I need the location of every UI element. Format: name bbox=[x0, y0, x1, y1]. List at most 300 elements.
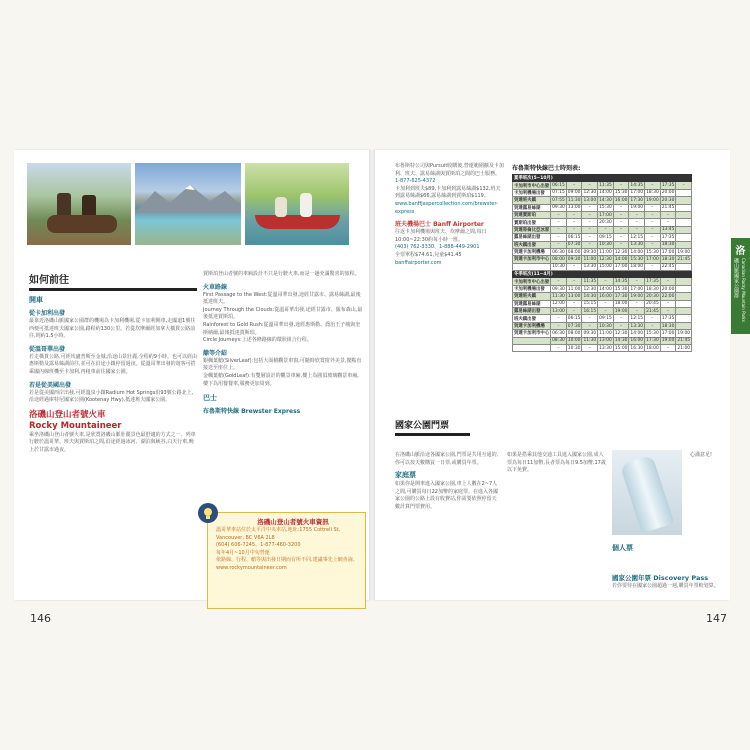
timetable-cell bbox=[676, 197, 692, 204]
timetable-cell: – bbox=[582, 344, 598, 351]
timetable-table bbox=[512, 174, 692, 352]
timetable-cell: 14:00 bbox=[599, 190, 612, 196]
timetable-row bbox=[513, 189, 692, 196]
timetable-cell bbox=[676, 234, 692, 241]
timetable-row-label bbox=[513, 263, 551, 270]
timetable-cell: 13:45 bbox=[661, 227, 675, 233]
timetable-cell: – bbox=[645, 263, 661, 270]
left-column-2 bbox=[203, 271, 363, 416]
timetable-cell: 20:30 bbox=[646, 293, 659, 299]
timetable-cell: 12:30 bbox=[583, 286, 597, 292]
timetable-cell: – bbox=[645, 182, 661, 189]
timetable-cell: – bbox=[645, 219, 661, 226]
timetable-cell: – bbox=[566, 182, 582, 189]
timetable-cell: – bbox=[645, 204, 661, 211]
timetable-cell: 17:00 bbox=[614, 264, 628, 270]
timetable-cell: – bbox=[566, 300, 582, 307]
timetable-cell: 13:30 bbox=[630, 323, 644, 329]
timetable-cell: – bbox=[551, 234, 567, 241]
timetable-cell: – bbox=[676, 182, 692, 189]
timetable-cell: – bbox=[598, 300, 614, 307]
route-1: First Passage to the West:從溫哥華出發,途經甘露市、露易絲湖,最後抵達班夫。 bbox=[203, 291, 361, 306]
photo-glacier-water-bottle bbox=[612, 450, 682, 535]
timetable-row-label: 到達班夫鎮 bbox=[513, 293, 551, 300]
item-from-usa: 若是從美國出發 bbox=[29, 381, 72, 389]
timetable-cell: 08:00 bbox=[567, 249, 581, 255]
timetable-cell: 11:35 bbox=[599, 183, 612, 189]
train-intro: 賈斯珀登山者號的車廂設計不只是行駛火車,而是一趟充滿驚喜的旅程。 bbox=[203, 271, 360, 277]
timetable-cell: – bbox=[629, 278, 645, 285]
timetable-cell: 12:00 bbox=[552, 301, 565, 307]
timetable-cell: – bbox=[566, 263, 582, 270]
timetable-row-label: 到達露易絲湖 bbox=[513, 300, 551, 307]
photo-caption: 心滿意足! bbox=[690, 452, 713, 458]
timetable-cell: 15:30 bbox=[630, 256, 644, 262]
family-pass-label: 家庭票 bbox=[395, 471, 416, 480]
timetable-row bbox=[513, 197, 692, 204]
timetable-row bbox=[513, 308, 692, 315]
timetable-cell: – bbox=[566, 278, 582, 285]
timetable-cell: 21:45 bbox=[677, 256, 691, 262]
brewster-intro: 布魯斯特公司與Pursuit收購後,營運範圍擴及卡加利、班夫、露易絲湖與賈斯珀之間的巴士服務。 bbox=[395, 163, 504, 177]
left-column-1 bbox=[29, 271, 197, 455]
book-spine bbox=[369, 150, 375, 600]
parks-section bbox=[395, 418, 725, 440]
timetable-cell: 16:00 bbox=[614, 197, 628, 203]
item-brewster-express: 布魯斯特快線 Brewster Express bbox=[203, 408, 301, 416]
parks-column-3 bbox=[612, 540, 724, 591]
timetable-cell: – bbox=[566, 308, 582, 315]
timetable-cell: – bbox=[660, 344, 676, 351]
timetable-row bbox=[513, 263, 692, 270]
timetable-cell: – bbox=[613, 241, 629, 248]
timetable-cell: – bbox=[551, 219, 567, 226]
timetable-cell: – bbox=[582, 182, 598, 189]
timetable-cell: 19:00 bbox=[661, 338, 675, 344]
timetable-cell: 17:35 bbox=[661, 234, 675, 240]
item-from-vancouver: 從溫哥華出發 bbox=[29, 345, 66, 353]
text-train: 乘坐洛磯山登山者號火車,是欣賞洛磯山脈壯麗景色最舒適的方式之一。列車行駛於溫哥華、班夫與賈斯珀之間,沿途經過冰河、湖泊與峽谷,白天行車,晚上於甘露市過夜。 bbox=[29, 431, 196, 453]
timetable-cell: 11:00 bbox=[583, 256, 597, 262]
timetable-cell: 21:45 bbox=[661, 205, 675, 211]
timetable-row-label: 賈斯珀出發 bbox=[513, 219, 551, 226]
timetable-cell: 15:00 bbox=[599, 264, 612, 270]
timetable-cell: 11:30 bbox=[552, 293, 565, 299]
timetable-cell: 13:00 bbox=[567, 205, 581, 211]
timetable-cell: 17:30 bbox=[614, 293, 628, 299]
timetable-cell: – bbox=[613, 315, 629, 322]
timetable-cell bbox=[676, 241, 692, 248]
timetable-cell: 07:30 bbox=[567, 242, 581, 248]
timetable-cell: 09:30 bbox=[567, 256, 581, 262]
timetable-cell: 18:30 bbox=[646, 190, 659, 196]
timetable-cell: 11:35 bbox=[583, 279, 597, 285]
info-phone: (604) 606-7245、1-877-460-3200 bbox=[216, 542, 301, 549]
timetable-cell: 11:00 bbox=[567, 286, 581, 292]
timetable-cell: 19:00 bbox=[630, 293, 644, 299]
timetable-cell: 11:30 bbox=[567, 197, 581, 203]
timetable-cell: 07:30 bbox=[567, 323, 581, 329]
timetable-cell: 17:30 bbox=[646, 338, 659, 344]
timetable-title: 布魯斯特快線巴士時刻表: bbox=[512, 165, 581, 172]
parks-heading-rule bbox=[395, 433, 470, 436]
timetable-cell: – bbox=[613, 219, 629, 226]
timetable-cell: – bbox=[582, 219, 598, 226]
timetable-row bbox=[513, 330, 692, 337]
timetable-row bbox=[513, 300, 692, 307]
discovery-pass-label: 國家公園年票 Discovery Pass bbox=[612, 574, 709, 582]
timetable-cell: 12:30 bbox=[599, 256, 612, 262]
info-address: 溫哥華車站位於太平洋中央車站,地址:1755 Cottrell St, Vancouver, BC V6A 2L8 bbox=[216, 527, 341, 541]
timetable-cell: 17:35 bbox=[646, 279, 659, 285]
timetable-row-label: 到達露易絲湖 bbox=[513, 204, 551, 211]
timetable-cell: – bbox=[551, 278, 567, 285]
timetable-cell: 12:30 bbox=[614, 330, 628, 336]
timetable-cell: 10:30 bbox=[552, 264, 565, 270]
right-column-1 bbox=[395, 163, 505, 267]
timetable-section-header bbox=[513, 271, 692, 278]
item-from-calgary: 從卡加利出發 bbox=[29, 310, 66, 317]
timetable-cell: 17:30 bbox=[630, 197, 644, 203]
timetable-row bbox=[513, 344, 692, 351]
timetable-cell: 14:30 bbox=[583, 293, 597, 299]
timetable-cell: 18:30 bbox=[646, 286, 659, 292]
timetable-cell: – bbox=[551, 241, 567, 248]
timetable-cell bbox=[676, 300, 692, 307]
timetable-cell: – bbox=[566, 219, 582, 226]
timetable-cell: 15:30 bbox=[646, 249, 659, 255]
airporter-web[interactable]: banffairporter.com bbox=[395, 259, 442, 266]
subhead-driving: 開車 bbox=[29, 296, 43, 304]
timetable-cell: 18:30 bbox=[661, 323, 675, 329]
timetable-cell: – bbox=[629, 226, 645, 233]
timetable-row bbox=[513, 315, 692, 322]
timetable-cell: 15:30 bbox=[614, 286, 628, 292]
route-4: Circle Journeys:上述各條路線的環狀組合行程。 bbox=[203, 337, 312, 344]
timetable-cell: 18:30 bbox=[661, 242, 675, 248]
timetable-row-label: 到達哥倫比亞冰原 bbox=[514, 227, 550, 233]
timetable-row bbox=[513, 219, 692, 226]
timetable-row-label: 露易絲湖出發 bbox=[513, 308, 551, 315]
bulb-icon bbox=[198, 503, 218, 523]
timetable-cell: 13:00 bbox=[599, 338, 612, 344]
timetable-cell: 09:30 bbox=[583, 249, 597, 255]
timetable-cell: 14:30 bbox=[599, 197, 612, 203]
timetable-cell: – bbox=[613, 211, 629, 218]
timetable-cell: 20:00 bbox=[661, 286, 675, 292]
timetable-cell: 15:15 bbox=[583, 301, 597, 307]
timetable-cell: 17:00 bbox=[661, 249, 675, 255]
timetable-cell: 13:30 bbox=[630, 242, 644, 248]
timetable-cell: 14:35 bbox=[614, 279, 628, 285]
parks-column-2 bbox=[507, 452, 607, 475]
timetable-cell bbox=[676, 285, 692, 292]
timetable-cell: – bbox=[582, 241, 598, 248]
timetable-cell: 19:00 bbox=[630, 205, 644, 211]
route-2: Journey Through the Clouds:從溫哥華出發,途經甘露市、羅布森山,最後抵達賈斯珀。 bbox=[203, 306, 363, 321]
timetable-row-label: 到達卡加利機場 bbox=[513, 322, 551, 329]
heading-rule bbox=[29, 288, 197, 291]
timetable-cell bbox=[676, 204, 692, 211]
timetable-cell: 10:00 bbox=[567, 338, 581, 344]
timetable-cell: 16:00 bbox=[599, 293, 612, 299]
timetable-cell: 17:00 bbox=[599, 212, 612, 218]
info-price: 依路線、行程、艙等與出發日期而有所不同,建議事先上網查詢。 bbox=[216, 557, 358, 564]
side-tab-title: 磯山脈國家公園群 bbox=[733, 258, 739, 298]
timetable-cell: 15:30 bbox=[614, 190, 628, 196]
timetable-cell: 17:00 bbox=[630, 190, 644, 196]
timetable-cell: – bbox=[551, 226, 567, 233]
timetable-cell: 18:00 bbox=[630, 264, 644, 270]
timetable-cell bbox=[676, 226, 692, 233]
timetable-cell: – bbox=[582, 204, 598, 211]
timetable-row bbox=[513, 226, 692, 233]
photo-mountain-river bbox=[135, 163, 241, 245]
timetable-row-label: 班夫鎮出發 bbox=[513, 315, 551, 322]
timetable-cell bbox=[676, 211, 692, 218]
timetable-cell: 09:30 bbox=[552, 286, 565, 292]
timetable-cell: – bbox=[645, 322, 661, 329]
timetable-row-label: 露易絲湖出發 bbox=[513, 234, 551, 241]
info-web[interactable]: www.rockymountaineer.com bbox=[216, 564, 287, 571]
timetable-cell: 21:45 bbox=[677, 338, 691, 344]
timetable-cell: 18:00 bbox=[614, 301, 628, 307]
timetable-cell bbox=[676, 322, 692, 329]
timetable-cell: 13:30 bbox=[599, 345, 612, 351]
timetable-row bbox=[513, 278, 692, 285]
timetable-cell: 08:00 bbox=[552, 256, 565, 262]
timetable-cell: 14:00 bbox=[630, 330, 644, 336]
timetable-cell: 08:30 bbox=[552, 338, 565, 344]
timetable-cell: 10:30 bbox=[567, 345, 581, 351]
timetable-row-label bbox=[513, 337, 551, 344]
timetable-cell: 19:00 bbox=[646, 197, 659, 203]
family-pass-text: 如果你是開車進入國家公園,車上人數在2~7人之間,可購買每日22加幣的家庭票。在進入各國家公園的公路上設有收費站,你需要依照停留天數計算門票費用。 bbox=[395, 481, 498, 510]
timetable-cell: 11:00 bbox=[599, 330, 612, 336]
timetable-cell: – bbox=[645, 226, 661, 233]
timetable-cell: 06:30 bbox=[552, 249, 565, 255]
timetable-cell: 15:00 bbox=[614, 345, 628, 351]
timetable-cell: 16:15 bbox=[583, 308, 597, 314]
timetable-cell: 06:30 bbox=[552, 330, 565, 336]
timetable-row bbox=[513, 204, 692, 211]
timetable-cell: 06:15 bbox=[567, 234, 581, 240]
timetable-cell: 13:00 bbox=[567, 293, 581, 299]
timetable-cell: – bbox=[566, 211, 582, 218]
timetable-cell: 17:35 bbox=[661, 316, 675, 322]
timetable-row-label bbox=[513, 344, 551, 351]
timetable-cell bbox=[676, 293, 692, 300]
timetable-cell: 20:30 bbox=[599, 220, 612, 226]
timetable-cell: 12:30 bbox=[583, 190, 597, 196]
timetable-cell: – bbox=[629, 211, 645, 218]
section-heading-parks: 國家公園門票 bbox=[395, 421, 450, 431]
timetable-cell: 16:00 bbox=[630, 338, 644, 344]
timetable-row-label: 卡加利機場出發 bbox=[513, 189, 551, 196]
timetable-row-label: 卡加利機場出發 bbox=[513, 285, 551, 292]
timetable-cell: – bbox=[645, 234, 661, 241]
timetable-cell bbox=[676, 308, 692, 315]
timetable-cell: 19:00 bbox=[614, 308, 628, 314]
timetable-cell: 15:30 bbox=[646, 330, 659, 336]
timetable-cell: 08:00 bbox=[567, 330, 581, 336]
timetable-row bbox=[513, 256, 692, 263]
timetable-cell: – bbox=[566, 226, 582, 233]
timetable-cell: 12:15 bbox=[630, 234, 644, 240]
timetable-cell: 06:15 bbox=[567, 316, 581, 322]
timetable-cell: 14:00 bbox=[614, 256, 628, 262]
timetable-row bbox=[513, 234, 692, 241]
timetable-row bbox=[513, 182, 692, 189]
chapter-side-tab[interactable] bbox=[731, 238, 750, 334]
item-banff-airporter: 班夫機場巴士 Banff Airporter bbox=[395, 221, 484, 229]
timetable-cell: – bbox=[613, 182, 629, 189]
timetable-cell: – bbox=[613, 234, 629, 241]
cabin-goldleaf: 金楓葉艙(GoldLeaf):有雙層設計的觀景車廂,樓上為圓頂玻璃觀景車廂,樓下為用餐餐車,服務更加周到。 bbox=[203, 372, 359, 387]
timetable-cell: 13:30 bbox=[583, 264, 597, 270]
timetable-row-label: 班夫鎮出發 bbox=[513, 241, 551, 248]
cabin-silverleaf: 銀楓葉艙(SilverLeaf):包括大面積觀景車窗,可隨時欣賞窗外美景,餐點直接送至座位上。 bbox=[203, 357, 362, 372]
brewster-fares: 卡加利到班夫$89,卡加利到露易絲湖$132,班夫到露易絲湖$66,露易絲湖到賈斯珀$119。 bbox=[395, 185, 501, 200]
timetable-row-label: 到達卡加利市中心 bbox=[514, 257, 550, 263]
timetable-cell: – bbox=[551, 211, 567, 218]
timetable-cell: 13:00 bbox=[552, 308, 565, 314]
timetable-row-label: 到達班夫鎮 bbox=[513, 197, 551, 204]
side-tab-char: 洛 bbox=[735, 246, 746, 257]
timetable-cell: 09:15 bbox=[599, 316, 612, 322]
timetable-cell bbox=[676, 315, 692, 322]
parks-column-1 bbox=[395, 452, 500, 512]
timetable-cell: 13:00 bbox=[583, 197, 597, 203]
routes-label: 火車路線 bbox=[203, 283, 228, 291]
timetable-row bbox=[513, 337, 692, 344]
timetable-cell: 17:35 bbox=[661, 183, 675, 189]
parks-intro: 在洛磯山脈沿途各國家公園,門票是共用互通的,你可以按天數購買一日票,或購買年票。 bbox=[395, 452, 499, 466]
discovery-pass-text: 若你要待在國家公園超過一週,購買年票較划算。 bbox=[612, 583, 719, 589]
timetable-cell: 09:30 bbox=[552, 205, 565, 211]
timetable-cell: – bbox=[629, 219, 645, 226]
timetable-cell: 22:45 bbox=[661, 264, 675, 270]
timetable-cell: 11:00 bbox=[599, 249, 612, 255]
timetable-cell: 14:00 bbox=[630, 249, 644, 255]
timetable-cell: – bbox=[645, 211, 661, 218]
cabins-label: 艙等介紹 bbox=[203, 349, 228, 357]
timetable-cell: – bbox=[613, 226, 629, 233]
timetable-cell: 11:30 bbox=[583, 338, 597, 344]
side-tab-english: Canadian Rocky Mountain Parks bbox=[741, 258, 746, 322]
timetable-cell: 09:15 bbox=[599, 234, 612, 240]
timetable-cell: – bbox=[645, 241, 661, 248]
timetable-cell: 18:00 bbox=[646, 345, 659, 351]
timetable-cell: 16:30 bbox=[630, 345, 644, 351]
timetable-cell: – bbox=[598, 278, 614, 285]
timetable-cell: – bbox=[613, 204, 629, 211]
timetable-cell: 22:00 bbox=[661, 293, 675, 299]
parks-fee-text: 如果是搭乘其他交通工具進入國家公園,成人票為每日11加幣,長者票為每日9.5加幣,17歲以下免費。 bbox=[507, 452, 606, 474]
route-3: Rainforest to Gold Rush:從溫哥華出發,途經惠斯勒、喬治王子城與奎斯納爾,最後抵達賈斯珀。 bbox=[203, 321, 361, 336]
timetable-cell: 20:30 bbox=[661, 197, 675, 203]
timetable-cell: – bbox=[598, 226, 614, 233]
timetable-cell: – bbox=[660, 308, 676, 315]
timetable-cell: 14:00 bbox=[599, 286, 612, 292]
timetable-row-label: 到達卡加利機場 bbox=[513, 248, 551, 255]
text-from-calgary: 最靠近洛磯山脈國家公園群的機場為卡加利機場,從卡加利開車,走國道1號往西便可抵達班夫國家公園,路程約130公里。若從坎摩爾經加拿大橫貫公路前往,則約1.5小時。 bbox=[29, 318, 196, 340]
timetable-row bbox=[513, 248, 692, 255]
timetable-cell: 17:00 bbox=[661, 330, 675, 336]
timetable-cell: – bbox=[660, 219, 676, 226]
timetable-cell: – bbox=[582, 315, 598, 322]
timetable-cell: 21:00 bbox=[677, 345, 691, 351]
timetable-cell: – bbox=[582, 226, 598, 233]
timetable-cell bbox=[676, 219, 692, 226]
timetable-cell: – bbox=[629, 308, 645, 315]
timetable-cell: – bbox=[660, 211, 676, 218]
timetable-cell: 20:00 bbox=[661, 190, 675, 196]
individual-pass-label: 個人票 bbox=[612, 544, 633, 552]
season-label: 冬季班次(11~4月) bbox=[513, 271, 692, 278]
timetable-section-header bbox=[513, 175, 692, 182]
timetable-cell: – bbox=[613, 322, 629, 329]
text-from-usa: 若是從美國西岸出發,可經溫泉小鎮Radium Hot Springs沿93號公路北上,沿途經過庫特尼國家公園(Kootenay Hwy),抵達班夫國家公園。 bbox=[29, 389, 194, 404]
section-heading-getting-there: 如何前往 bbox=[29, 275, 69, 286]
photo-canoe-lake bbox=[245, 163, 349, 245]
timetable-cell: 07:15 bbox=[552, 190, 565, 196]
brewster-phone: 1-877-625-4372 bbox=[395, 178, 436, 185]
airporter-text: 往返卡加利機場與班夫、坎摩爾之間,每日10:00~22:30約每小時一班。 bbox=[395, 229, 487, 243]
timetable-row bbox=[513, 285, 692, 292]
timetable-cell: 09:30 bbox=[583, 330, 597, 336]
timetable-row bbox=[513, 322, 692, 329]
timetable-cell: – bbox=[629, 300, 645, 307]
timetable-cell: 07:55 bbox=[552, 197, 565, 203]
timetable-cell: 18:30 bbox=[661, 256, 675, 262]
timetable-row-label: 卡加利市中心出發 bbox=[514, 183, 550, 189]
timetable-row-label: 卡加利市中心出發 bbox=[514, 279, 550, 285]
text-from-vancouver: 若走橫貫公路,可經坎盧普斯至金城,沿途山景壯麗,全程約9小時。也可以經由惠斯勒及露易絲湖前往,並可在沿途小鎮停留過夜。從溫哥華出發的遊客可搭乘國內線班機至卡加利,再租車前往國家公園。 bbox=[29, 353, 197, 375]
timetable-cell: – bbox=[582, 234, 598, 241]
timetable-row-label: 到達賈斯珀 bbox=[513, 211, 551, 218]
timetable-cell: 19:00 bbox=[677, 330, 691, 336]
timetable-cell bbox=[676, 263, 692, 270]
subhead-bus: 巴士 bbox=[203, 394, 217, 403]
timetable-cell: – bbox=[551, 315, 567, 322]
timetable-cell: – bbox=[645, 315, 661, 322]
timetable-cell: – bbox=[582, 211, 598, 218]
brewster-web[interactable]: www.banffjaspercollection.com/brewster-express bbox=[395, 200, 498, 215]
timetable-cell: 14:35 bbox=[630, 183, 644, 189]
timetable-cell bbox=[676, 189, 692, 196]
timetable-cell: – bbox=[551, 344, 567, 351]
airporter-fare: 全票單程$74.61,兒童$41.45 bbox=[395, 251, 462, 258]
timetable-cell: 15:30 bbox=[599, 205, 612, 211]
timetable-cell: 12:15 bbox=[630, 316, 644, 322]
timetable-row bbox=[513, 241, 692, 248]
timetable-cell: – bbox=[660, 278, 676, 285]
timetable-row bbox=[513, 293, 692, 300]
train-title-zh: 洛磯山登山者號火車 bbox=[29, 409, 106, 420]
airporter-phone: (403) 762-3330、1-888-449-2901 bbox=[395, 244, 480, 251]
timetable-cell: – bbox=[598, 308, 614, 315]
timetable-row-label: 到達卡加利市中心 bbox=[514, 331, 550, 337]
photo-horse-riding bbox=[27, 163, 131, 245]
page-number-right: 147 bbox=[706, 612, 727, 625]
page-number-left: 146 bbox=[30, 612, 51, 625]
timetable-cell: 17:00 bbox=[646, 256, 659, 262]
timetable-cell: 06:15 bbox=[552, 183, 565, 189]
timetable-cell: 21:45 bbox=[646, 308, 659, 314]
timetable-cell: – bbox=[551, 322, 567, 329]
timetable-cell: 19:00 bbox=[677, 249, 691, 255]
